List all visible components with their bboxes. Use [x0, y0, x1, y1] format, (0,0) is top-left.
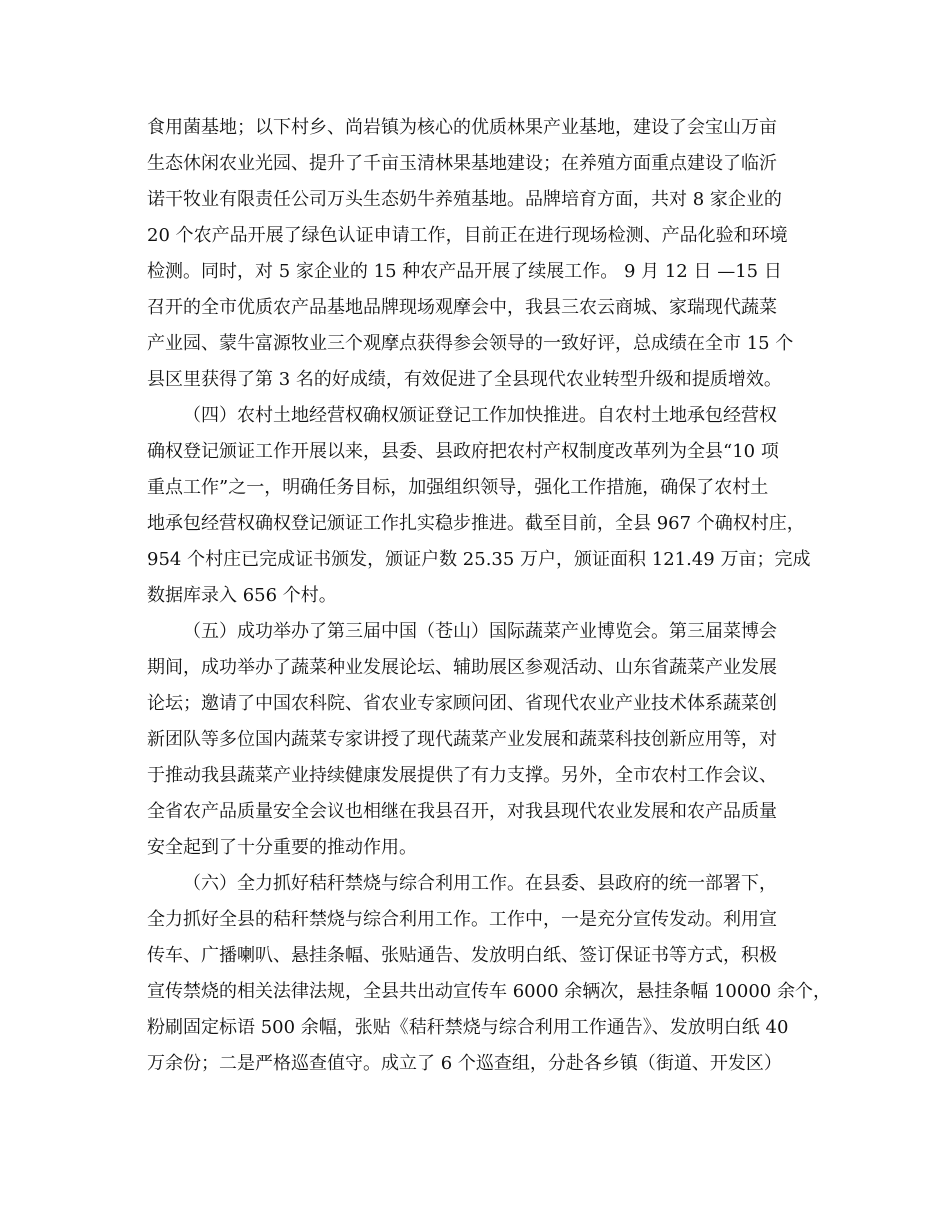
section-heading-line: （六）全力抓好秸秆禁烧与综合利用工作。在县委、县政府的统一部署下， — [183, 873, 777, 894]
text-line: 954 个村庄已完成证书颁发，颁证户数 25.35 万户，颁证面积 121.49 万亩；完成 — [147, 549, 811, 570]
text-line: 全力抓好全县的秸秆禁烧与综合利用工作。工作中，一是充分宣传发动。利用宣 — [147, 909, 777, 930]
text-line: 检测。同时，对 5 家企业的 15 种农产品开展了续展工作。 9 月 12 日 —15 日 — [147, 261, 782, 282]
text-line: 全省农产品质量安全会议也相继在我县召开，对我县现代农业发展和农产品质量 — [147, 801, 777, 822]
text-line: 万余份；二是严格巡查值守。成立了 6 个巡查组，分赴各乡镇（街道、开发区） — [147, 1053, 782, 1074]
text-line: 于推动我县蔬菜产业持续健康发展提供了有力支撑。另外，全市农村工作会议、 — [147, 765, 777, 786]
text-line: 安全起到了十分重要的推动作用。 — [147, 837, 417, 858]
text-line: 宣传禁烧的相关法律法规，全县共出动宣传车 6000 余辆次，悬挂条幅 10000 余个， — [147, 981, 831, 1002]
text-line: 新团队等多位国内蔬菜专家讲授了现代蔬菜产业发展和蔬菜科技创新应用等，对 — [147, 729, 777, 750]
text-line: 传车、广播喇叭、悬挂条幅、张贴通告、发放明白纸、签订保证书等方式，积极 — [147, 945, 777, 966]
section-heading-line: （五）成功举办了第三届中国（苍山）国际蔬菜产业博览会。第三届菜博会 — [183, 621, 777, 642]
text-line: 产业园、蒙牛富源牧业三个观摩点获得参会领导的一致好评，总成绩在全市 15 个 — [147, 333, 794, 354]
text-line: 确权登记颁证工作开展以来，县委、县政府把农村产权制度改革列为全县“10 项 — [147, 441, 779, 462]
text-line: 食用菌基地；以下村乡、尚岩镇为核心的优质林果产业基地，建设了会宝山万亩 — [147, 117, 777, 138]
text-line: 数据库录入 656 个村。 — [147, 585, 337, 606]
text-line: 生态休闲农业光园、提升了千亩玉清林果基地建设；在养殖方面重点建设了临沂 — [147, 153, 777, 174]
text-line: 论坛；邀请了中国农科院、省农业专家顾问团、省现代农业产业技术体系蔬菜创 — [147, 693, 777, 714]
text-line: 重点工作”之一，明确任务目标，加强组织领导，强化工作措施，确保了农村土 — [147, 477, 769, 498]
text-line: 20 个农产品开展了绿色认证申请工作，目前正在进行现场检测、产品化验和环境 — [147, 225, 788, 246]
text-line: 诺干牧业有限责任公司万头生态奶牛养殖基地。品牌培育方面，共对 8 家企业的 — [147, 189, 782, 210]
text-line: 地承包经营权确权登记颁证工作扎实稳步推进。截至目前，全县 967 个确权村庄， — [147, 513, 805, 534]
text-line: 期间，成功举办了蔬菜种业发展论坛、辅助展区参观活动、山东省蔬菜产业发展 — [147, 657, 777, 678]
section-heading-line: （四）农村土地经营权确权颁证登记工作加快推进。自农村土地承包经营权 — [183, 405, 777, 426]
text-line: 粉刷固定标语 500 余幅，张贴《秸秆禁烧与综合利用工作通告》、发放明白纸 40 — [147, 1017, 789, 1038]
text-line: 县区里获得了第 3 名的好成绩，有效促进了全县现代农业转型升级和提质增效。 — [147, 369, 782, 390]
text-line: 召开的全市优质农产品基地品牌现场观摩会中，我县三农云商城、家瑞现代蔬菜 — [147, 297, 777, 318]
